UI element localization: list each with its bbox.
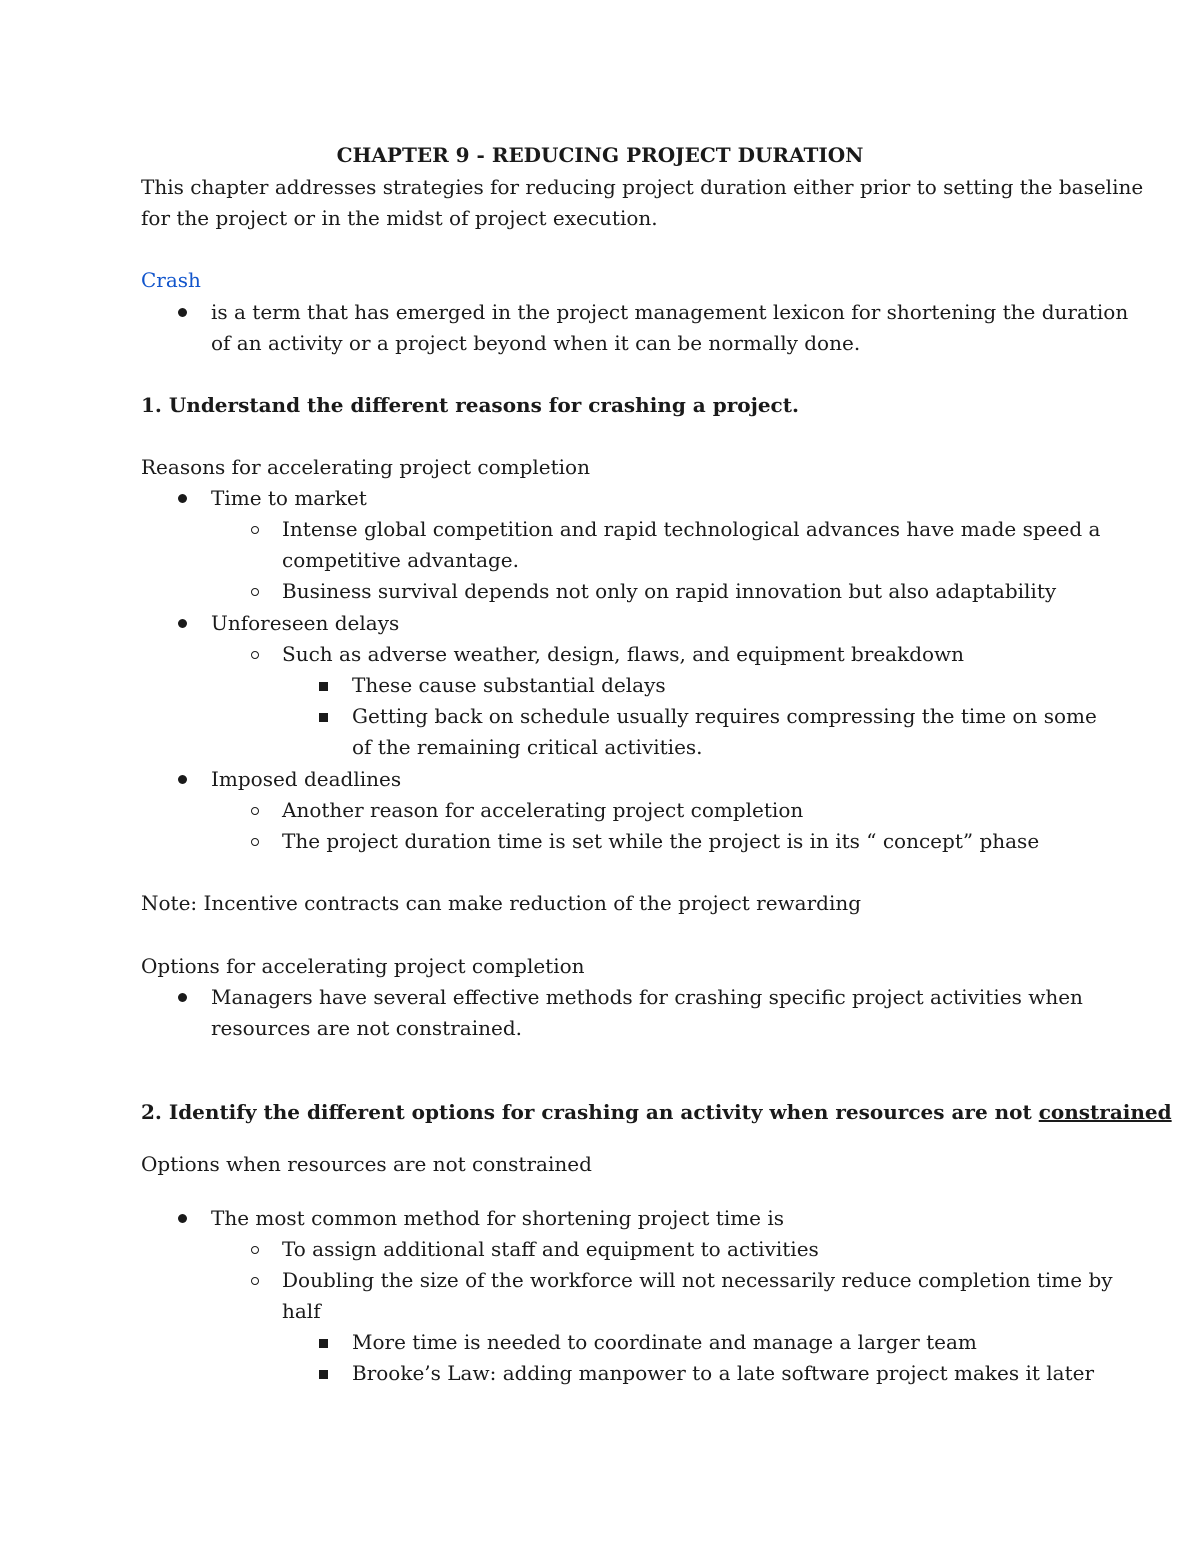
crash-heading: Crash (141, 268, 201, 292)
ttm-sub1-line-2: competitive advantage. (282, 548, 519, 572)
common-sq1: More time is needed to coordinate and manage a larger team (352, 1330, 977, 1354)
bullet-circle-icon (251, 838, 259, 846)
bullet-circle-icon (251, 588, 259, 596)
reasons-label: Reasons for accelerating project completion (141, 455, 590, 479)
bullet-dot-icon (178, 993, 187, 1002)
bullet-circle-icon (251, 807, 259, 815)
options-bullet-line-2: resources are not constrained. (211, 1016, 522, 1040)
section2-heading-underlined: constrained (1038, 1100, 1172, 1124)
unforeseen-sq1: These cause substantial delays (352, 673, 666, 697)
bullet-dot-icon (178, 1214, 187, 1223)
note-text: Note: Incentive contracts can make reduction of the project rewarding (141, 891, 862, 915)
reason-time-to-market: Time to market (211, 486, 367, 510)
section2-heading-text: 2. Identify the different options for crashing an activity when resources are not (141, 1100, 1039, 1124)
unforeseen-sq2-line-2: of the remaining critical activities. (352, 735, 703, 759)
bullet-circle-icon (251, 526, 259, 534)
options-bullet-line-1: Managers have several effective methods for crashing specific project activities when (211, 985, 1083, 1009)
intro-line-2: for the project or in the midst of project execution. (141, 206, 658, 230)
bullet-circle-icon (251, 1246, 259, 1254)
ttm-sub2: Business survival depends not only on rapid innovation but also adaptability (282, 579, 1057, 603)
reason-unforeseen-delays: Unforeseen delays (211, 611, 400, 635)
crash-bullet-line-2: of an activity or a project beyond when it can be normally done. (211, 331, 861, 355)
bullet-circle-icon (251, 1277, 259, 1285)
common-sub2-line-2: half (282, 1299, 321, 1323)
section2-heading (141, 1097, 1172, 1128)
common-sub2-line-1: Doubling the size of the workforce will not necessarily reduce completion time by (282, 1268, 1113, 1292)
bullet-square-icon (319, 682, 328, 691)
bullet-square-icon (319, 1370, 328, 1379)
intro-line-1: This chapter addresses strategies for reducing project duration either prior to setting the baseline (141, 175, 1144, 199)
options-label: Options for accelerating project completion (141, 954, 585, 978)
common-sub1: To assign additional staff and equipment to activities (282, 1237, 819, 1261)
bullet-dot-icon (178, 494, 187, 503)
bullet-dot-icon (178, 619, 187, 628)
bullet-dot-icon (178, 775, 187, 784)
common-sq2: Brooke’s Law: adding manpower to a late software project makes it later (352, 1361, 1095, 1385)
imposed-sub2: The project duration time is set while the project is in its “ concept” phase (282, 829, 1040, 853)
reason-imposed-deadlines: Imposed deadlines (211, 767, 402, 791)
common-method: The most common method for shortening project time is (211, 1206, 785, 1230)
unforeseen-sub1: Such as adverse weather, design, flaws, and equipment breakdown (282, 642, 965, 666)
imposed-sub1: Another reason for accelerating project completion (282, 798, 804, 822)
bullet-square-icon (319, 713, 328, 722)
bullet-square-icon (319, 1339, 328, 1348)
bullet-circle-icon (251, 651, 259, 659)
ttm-sub1-line-1: Intense global competition and rapid technological advances have made speed a (282, 517, 1101, 541)
unforeseen-sq2-line-1: Getting back on schedule usually requires compressing the time on some (352, 704, 1097, 728)
options-unconstrained-label: Options when resources are not constrained (141, 1152, 592, 1176)
page-title: CHAPTER 9 - REDUCING PROJECT DURATION (336, 143, 864, 167)
crash-bullet-line-1: is a term that has emerged in the project management lexicon for shortening the duration (211, 300, 1129, 324)
bullet-dot-icon (178, 308, 187, 317)
section1-heading: 1. Understand the different reasons for crashing a project. (141, 393, 799, 417)
